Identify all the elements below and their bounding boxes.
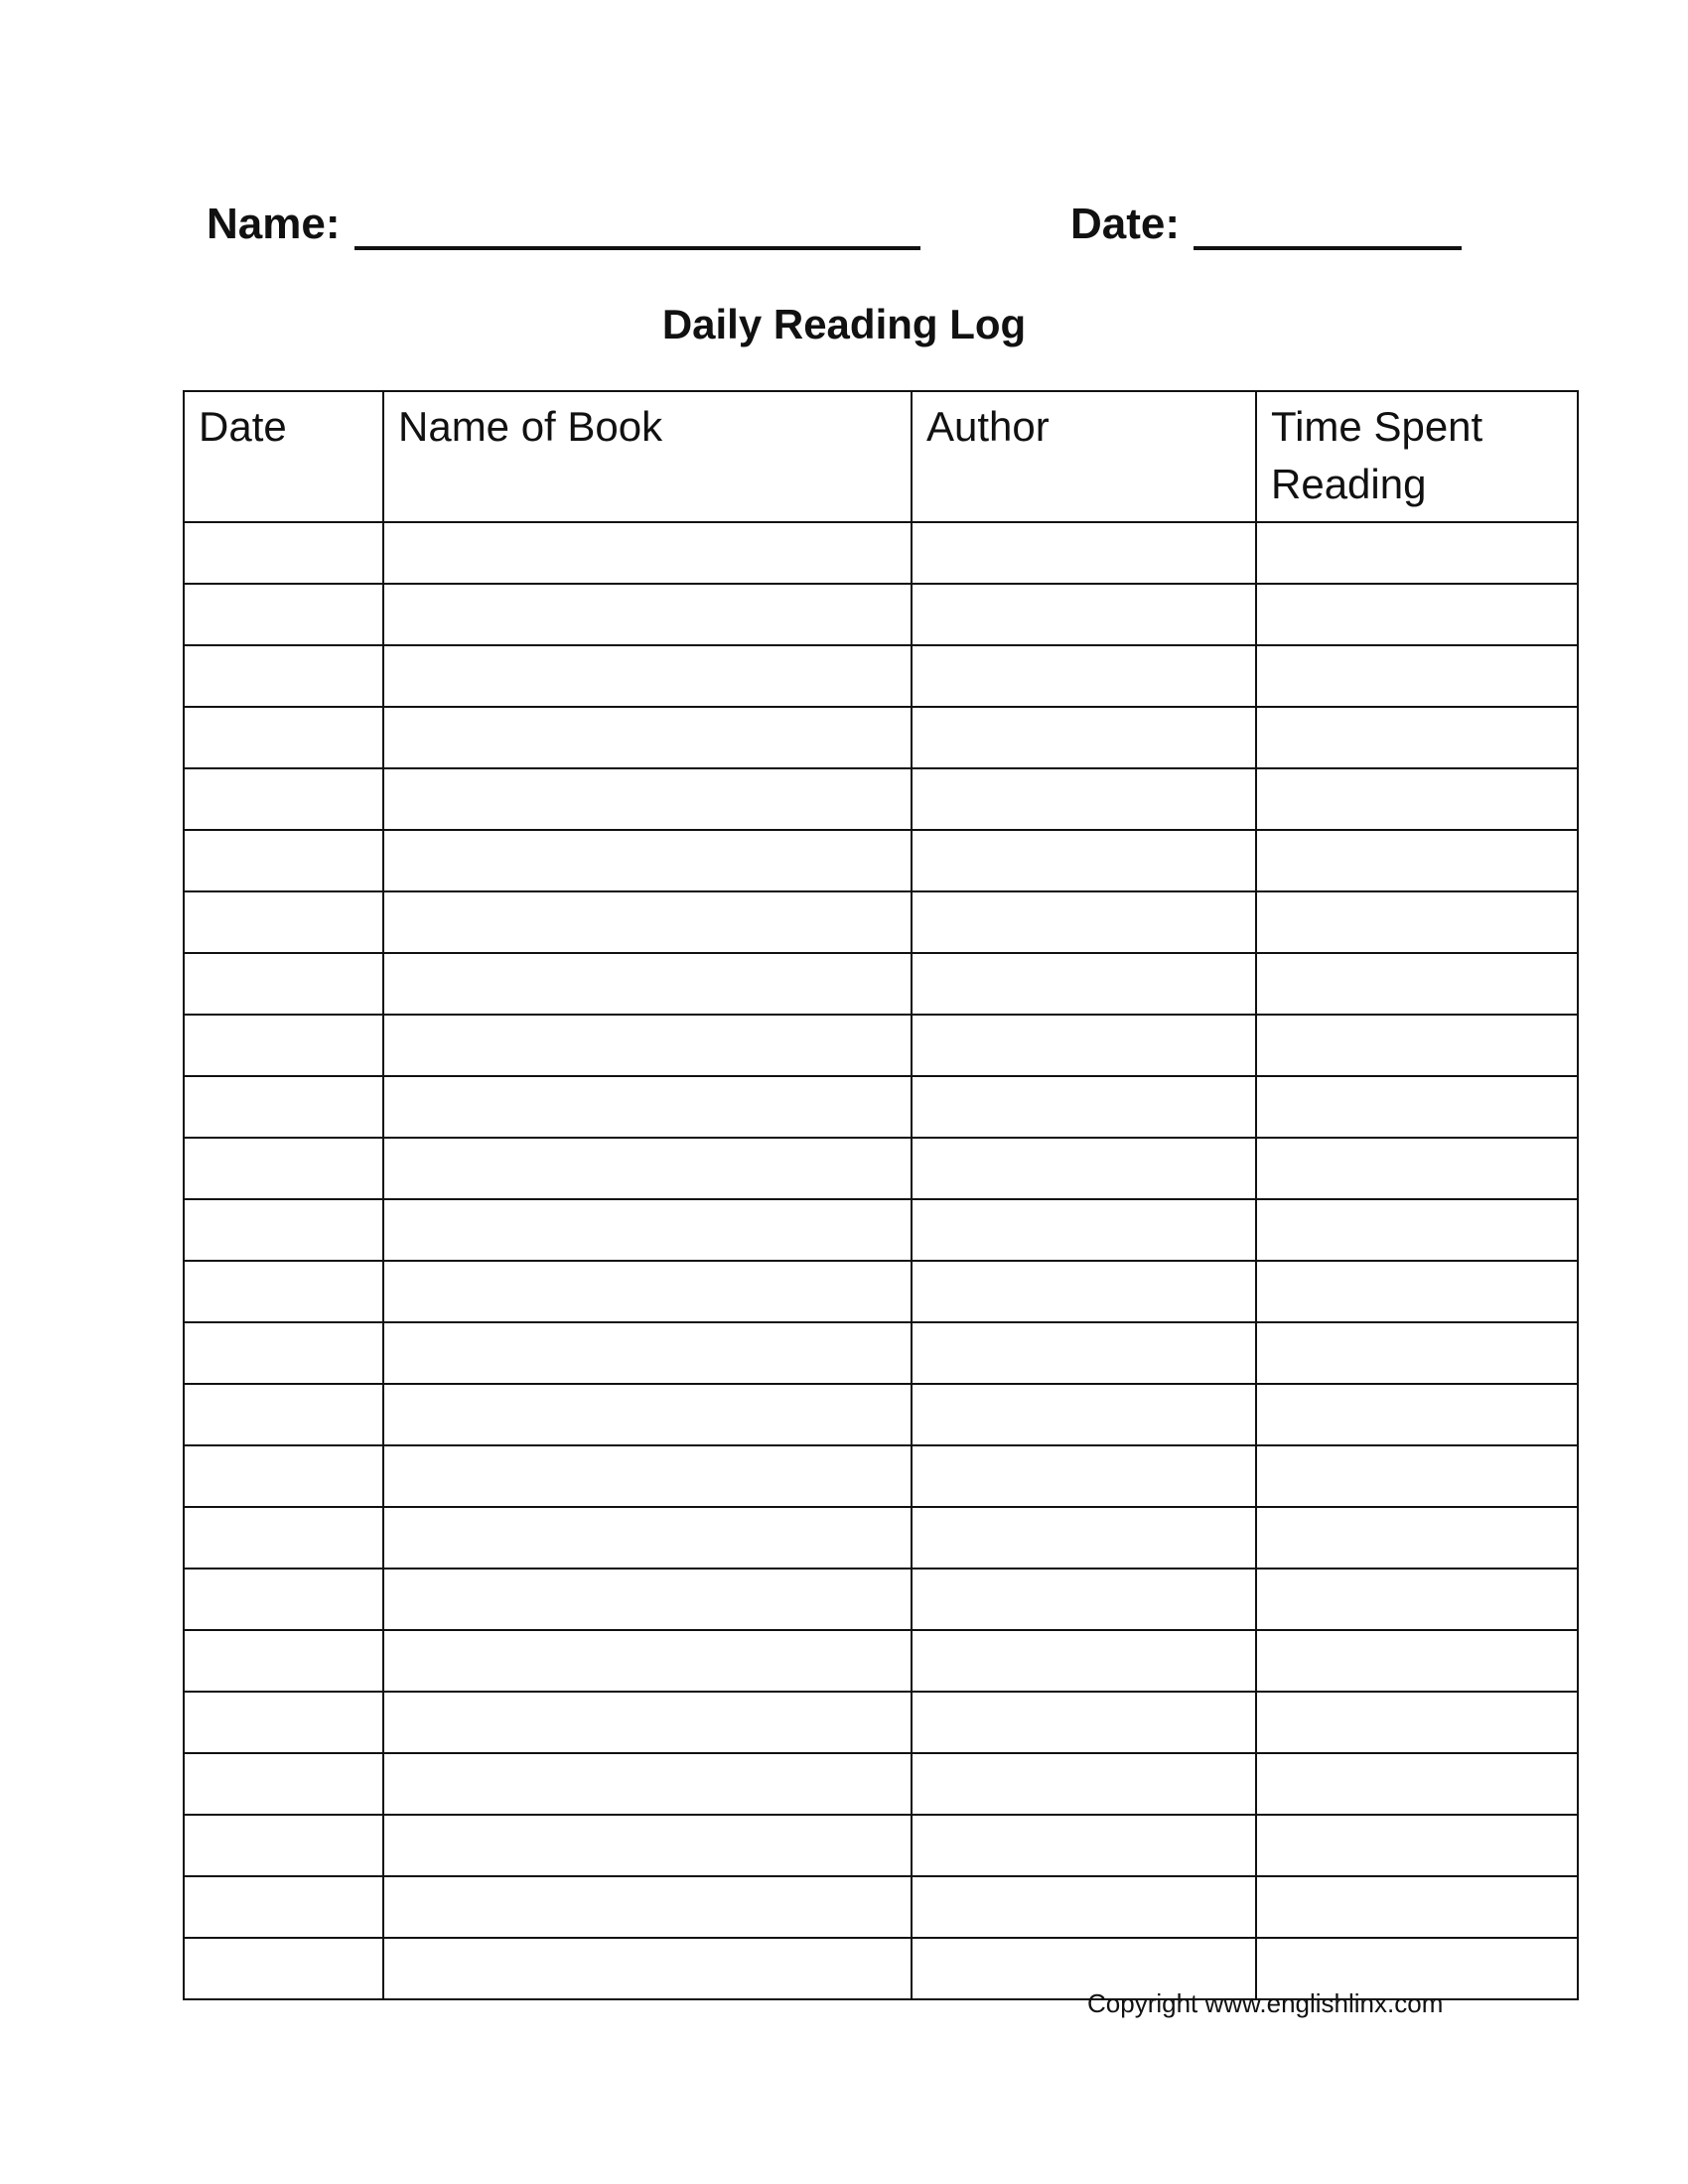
- table-row: [184, 1630, 1578, 1692]
- table-cell: [184, 1076, 383, 1138]
- table-cell: [184, 1876, 383, 1938]
- table-header-row: [184, 391, 1578, 522]
- table-row: [184, 707, 1578, 768]
- header-fields: [207, 199, 1477, 258]
- page-title: Daily Reading Log: [661, 301, 1027, 347]
- table-cell: [1256, 645, 1578, 707]
- table-row: [184, 1322, 1578, 1384]
- table-cell: [912, 1261, 1256, 1322]
- table-cell: [383, 645, 912, 707]
- table-cell: [383, 584, 912, 645]
- table-cell: [1256, 1322, 1578, 1384]
- table-cell: [184, 1015, 383, 1076]
- table-cell: [912, 953, 1256, 1015]
- table-row: [184, 522, 1578, 584]
- table-cell: [912, 1630, 1256, 1692]
- table-cell: [184, 1692, 383, 1753]
- table-cell: [383, 1015, 912, 1076]
- table-cell: [912, 707, 1256, 768]
- table-cell: [383, 1876, 912, 1938]
- table-cell: [383, 522, 912, 584]
- table-cell: [1256, 707, 1578, 768]
- table-cell: [184, 768, 383, 830]
- column-header-date: Date: [184, 391, 383, 522]
- table-cell: [383, 1815, 912, 1876]
- table-row: [184, 584, 1578, 645]
- table-cell: [184, 891, 383, 953]
- table-cell: [184, 1261, 383, 1322]
- table-cell: [1256, 1569, 1578, 1630]
- table-row: [184, 768, 1578, 830]
- table-cell: [184, 1384, 383, 1445]
- table-row: [184, 1076, 1578, 1138]
- table-cell: [383, 1692, 912, 1753]
- table-cell: [912, 584, 1256, 645]
- table-cell: [184, 1199, 383, 1261]
- table-row: [184, 1692, 1578, 1753]
- table-row: [184, 953, 1578, 1015]
- table-cell: [912, 1015, 1256, 1076]
- table-row: [184, 1015, 1578, 1076]
- column-header-time-spent-reading: Time Spent Reading: [1256, 391, 1578, 522]
- table-cell: [1256, 1630, 1578, 1692]
- table-cell: [1256, 1507, 1578, 1569]
- table-cell: [912, 1815, 1256, 1876]
- table-row: [184, 1569, 1578, 1630]
- table-cell: [184, 1753, 383, 1815]
- table-cell: [184, 707, 383, 768]
- table-cell: [184, 584, 383, 645]
- table-cell: [912, 1569, 1256, 1630]
- date-field: [1070, 199, 1462, 250]
- table-row: [184, 1384, 1578, 1445]
- table-cell: [383, 768, 912, 830]
- table-row: [184, 1445, 1578, 1507]
- table-row: [184, 1507, 1578, 1569]
- table-cell: [912, 1322, 1256, 1384]
- table-cell: [383, 1261, 912, 1322]
- table-cell: [383, 1076, 912, 1138]
- table-row: [184, 830, 1578, 891]
- table-cell: [383, 1753, 912, 1815]
- table-cell: [1256, 522, 1578, 584]
- table-cell: [1256, 1261, 1578, 1322]
- column-header-name-of-book: Name of Book: [383, 391, 912, 522]
- table-cell: [184, 1815, 383, 1876]
- table-cell: [912, 891, 1256, 953]
- name-label: Name:: [207, 200, 341, 248]
- table-cell: [383, 1938, 912, 1999]
- table-cell: [184, 830, 383, 891]
- name-field: [207, 199, 920, 250]
- table-row: [184, 1261, 1578, 1322]
- name-blank-line: [354, 205, 920, 250]
- table-cell: [383, 707, 912, 768]
- date-label: Date:: [1070, 200, 1181, 248]
- table-cell: [912, 1507, 1256, 1569]
- reading-log-table: [183, 390, 1579, 2000]
- table-cell: [912, 1692, 1256, 1753]
- table-cell: [383, 1507, 912, 1569]
- table-cell: [1256, 1876, 1578, 1938]
- table-body: [184, 522, 1578, 1999]
- table-row: [184, 1753, 1578, 1815]
- table-cell: [1256, 768, 1578, 830]
- table-cell: [912, 1753, 1256, 1815]
- table-cell: [1256, 1692, 1578, 1753]
- table-cell: [383, 1384, 912, 1445]
- table-cell: [912, 1076, 1256, 1138]
- table-cell: [184, 645, 383, 707]
- table-cell: [1256, 1753, 1578, 1815]
- table-cell: [912, 1876, 1256, 1938]
- table-cell: [1256, 1015, 1578, 1076]
- table-row: [184, 1876, 1578, 1938]
- table-cell: [383, 1199, 912, 1261]
- table-cell: [184, 1938, 383, 1999]
- table-cell: [184, 522, 383, 584]
- table-cell: [1256, 1445, 1578, 1507]
- table-cell: [1256, 830, 1578, 891]
- table-row: [184, 1138, 1578, 1199]
- table-cell: [1256, 891, 1578, 953]
- table-cell: [383, 1138, 912, 1199]
- table-cell: [912, 645, 1256, 707]
- table-cell: [184, 1507, 383, 1569]
- table-cell: [383, 1445, 912, 1507]
- table-cell: [912, 1384, 1256, 1445]
- table-cell: [1256, 1815, 1578, 1876]
- table-cell: [1256, 1384, 1578, 1445]
- table-cell: [184, 1569, 383, 1630]
- table-cell: [184, 1322, 383, 1384]
- table-row: [184, 1815, 1578, 1876]
- table-cell: [184, 953, 383, 1015]
- column-header-author: Author: [912, 391, 1256, 522]
- table-cell: [383, 1630, 912, 1692]
- table-cell: [383, 1322, 912, 1384]
- table-cell: [383, 1569, 912, 1630]
- table-cell: [912, 768, 1256, 830]
- table-cell: [184, 1138, 383, 1199]
- table-row: [184, 891, 1578, 953]
- table-cell: [1256, 1138, 1578, 1199]
- table-cell: [1256, 1199, 1578, 1261]
- table-cell: [1256, 1076, 1578, 1138]
- table-cell: [912, 1199, 1256, 1261]
- table-cell: [912, 1445, 1256, 1507]
- table-cell: [383, 830, 912, 891]
- table-row: [184, 1199, 1578, 1261]
- table-cell: [912, 830, 1256, 891]
- table-row: [184, 645, 1578, 707]
- date-blank-line: [1194, 205, 1462, 250]
- copyright-text: Copyright www.englishlinx.com: [1087, 1988, 1444, 2018]
- table-cell: [912, 522, 1256, 584]
- table-cell: [1256, 584, 1578, 645]
- table-cell: [184, 1445, 383, 1507]
- table-cell: [383, 953, 912, 1015]
- table-cell: [184, 1630, 383, 1692]
- table-cell: [383, 891, 912, 953]
- table-cell: [1256, 953, 1578, 1015]
- table-cell: [912, 1138, 1256, 1199]
